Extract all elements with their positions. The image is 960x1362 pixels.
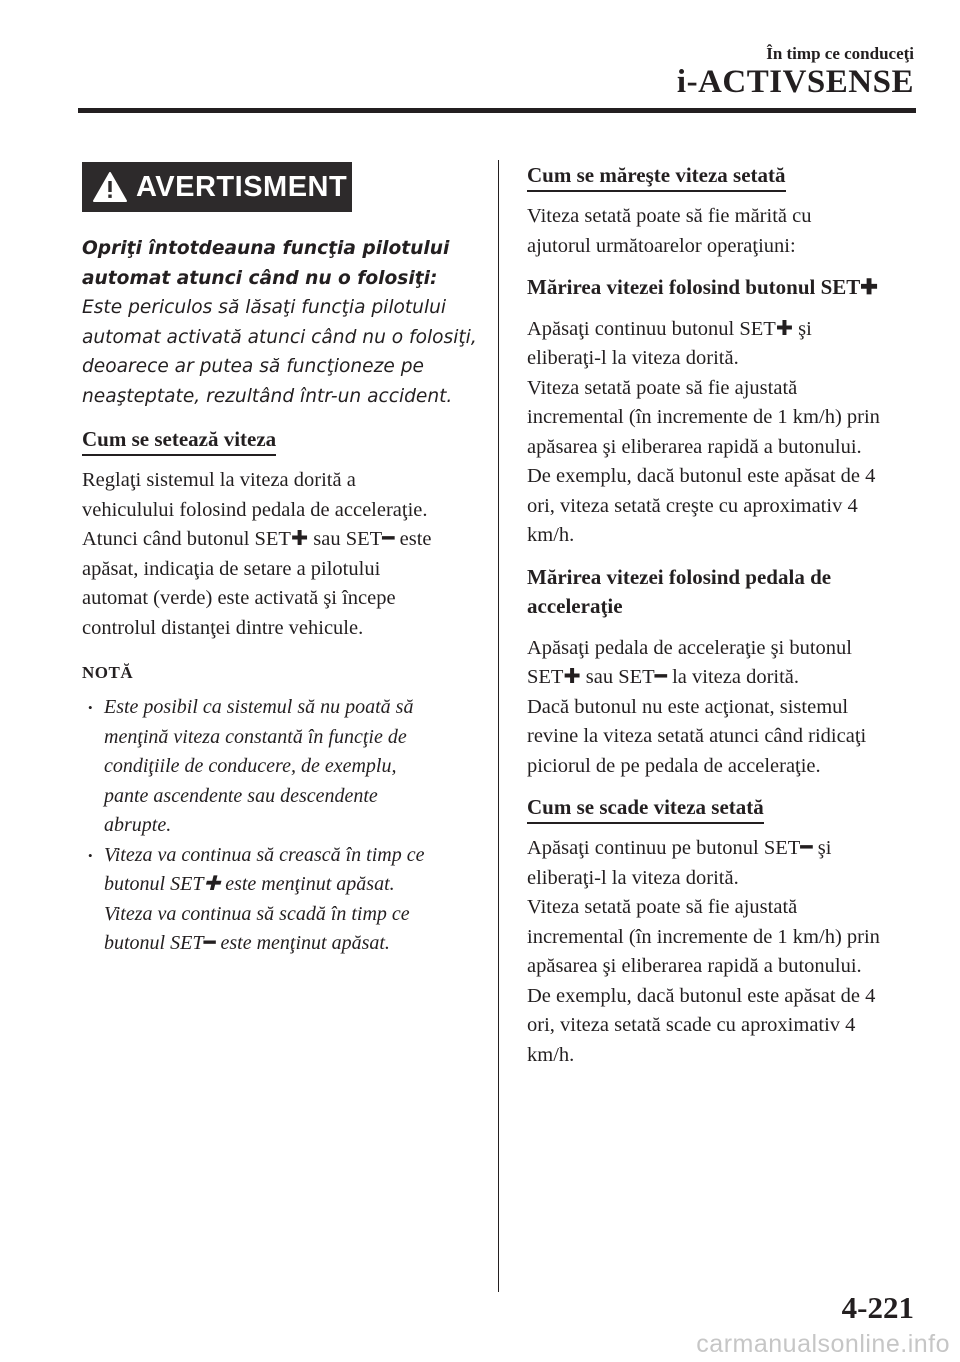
text-line: km/h. — [527, 524, 575, 546]
paragraph-increase-button — [527, 315, 919, 551]
text-line: ajutorul următoarelor operaţiuni: — [527, 234, 796, 257]
text-line: apăsarea şi eliberarea rapidă a butonului. — [527, 435, 862, 458]
text-line: incremental (în incremente de 1 km/h) prin — [527, 406, 880, 428]
text-line: incremental (în incremente de 1 km/h) prin — [527, 925, 880, 948]
paragraph-set-speed — [82, 466, 482, 643]
text-line: abrupte. — [104, 814, 172, 836]
warning-body-line: deoarece ar putea să funcţioneze pe — [82, 356, 424, 377]
paragraph-increase-intro — [527, 202, 919, 261]
column-divider — [498, 160, 499, 1292]
warning-triangle-icon — [92, 171, 128, 203]
warning-text — [82, 234, 482, 411]
heading-decrease-speed: Cum se scade viteza setată — [527, 795, 764, 824]
text-line: De exemplu, dacă butonul este apăsat de 4 — [527, 984, 876, 1007]
warning-bold-line: automat atunci când nu o folosiţi: — [82, 267, 438, 289]
watermark: carmanualsonline.info — [696, 1330, 950, 1358]
text-line: Reglaţi sistemul la viteza dorită a — [82, 469, 356, 491]
text-line: Atunci când butonul SET✚ sau SET━ este — [82, 528, 432, 550]
subheading-increase-pedal — [527, 563, 919, 622]
header-title: i-ACTIVSENSE — [676, 64, 914, 100]
warning-body-line: neaşteptate, rezultând într-un accident. — [82, 385, 453, 407]
text-line: menţină viteza constantă în funcţie de — [104, 725, 407, 748]
note-item — [82, 841, 482, 959]
left-column — [82, 160, 482, 959]
text-line: eliberaţi-l la viteza dorită. — [527, 347, 739, 369]
text-line: vehiculului folosind pedala de acceleraţie. — [82, 498, 428, 521]
text-line: revine la viteza setată atunci când ridicaţi — [527, 725, 867, 747]
text-line: Viteza setată poate să fie mărită cu — [527, 205, 812, 227]
text-line: controlul distanţei dintre vehicule. — [82, 616, 364, 639]
header-rule — [78, 108, 916, 113]
text-line: • Este posibil ca sistemul să nu poată să — [104, 696, 414, 718]
warning-body-line: automat activată atunci când nu o folosiţi, — [82, 326, 477, 348]
right-column — [527, 160, 919, 1070]
text-line: acceleraţie — [527, 594, 623, 618]
text-line: Apăsaţi continuu pe butonul SET━ şi — [527, 837, 832, 859]
text-line: automat (verde) este activată şi începe — [82, 587, 396, 609]
text-line: butonul SET━ este menţinut apăsat. — [104, 932, 390, 954]
text-line: Viteza setată poate să fie ajustată — [527, 376, 798, 399]
text-line: Apăsaţi continuu butonul SET✚ şi — [527, 317, 812, 340]
text-line: De exemplu, dacă butonul este apăsat de 4 — [527, 465, 876, 487]
text-line: ori, viteza setată creşte cu aproximativ 4 — [527, 494, 858, 517]
note-item — [82, 693, 482, 841]
text-line: condiţiile de conducere, de exemplu, — [104, 755, 397, 777]
text-line: SET✚ sau SET━ la viteza dorită. — [527, 666, 800, 688]
text-line: Apăsaţi pedala de acceleraţie şi butonul — [527, 636, 853, 659]
page-number: 4-221 — [841, 1290, 914, 1325]
text-line: Mărirea vitezei folosind pedala de — [527, 564, 832, 589]
warning-bold-line: Opriţi întotdeauna funcţia pilotului — [82, 238, 450, 259]
text-line: • Viteza va continua să crească în timp ce — [104, 843, 425, 866]
text-line: Dacă butonul nu este acţionat, sistemul — [527, 695, 849, 718]
text-line: apăsat, indicaţia de setare a pilotului — [82, 557, 381, 580]
heading-increase-speed: Cum se măreşte viteza setată — [527, 163, 786, 192]
warning-body-line: Este periculos să lăsaţi funcţia pilotului — [82, 297, 447, 318]
header-subtitle: În timp ce conduceţi — [766, 44, 914, 63]
heading-set-speed: Cum se setează viteza — [82, 427, 276, 456]
text-line: piciorul de pe pedala de acceleraţie. — [527, 754, 821, 777]
text-line: Viteza va continua să scadă în timp ce — [104, 902, 410, 925]
paragraph-decrease-speed — [527, 834, 919, 1070]
note-list — [82, 693, 482, 959]
warning-banner — [82, 162, 352, 212]
subheading-increase-button: Mărirea vitezei folosind butonul SET✚ — [527, 275, 878, 299]
text-line: pante ascendente sau descendente — [104, 784, 378, 807]
paragraph-increase-pedal — [527, 634, 919, 782]
warning-title: AVERTISMENT — [136, 170, 348, 203]
text-line: eliberaţi-l la viteza dorită. — [527, 866, 739, 889]
text-line: km/h. — [527, 1043, 575, 1066]
text-line: butonul SET✚ este menţinut apăsat. — [104, 873, 395, 895]
text-line: ori, viteza setată scade cu aproximativ 4 — [527, 1014, 856, 1036]
text-line: Viteza setată poate să fie ajustată — [527, 896, 798, 918]
note-label: NOTĂ — [82, 663, 134, 682]
text-line: apăsarea şi eliberarea rapidă a butonului. — [527, 955, 862, 977]
